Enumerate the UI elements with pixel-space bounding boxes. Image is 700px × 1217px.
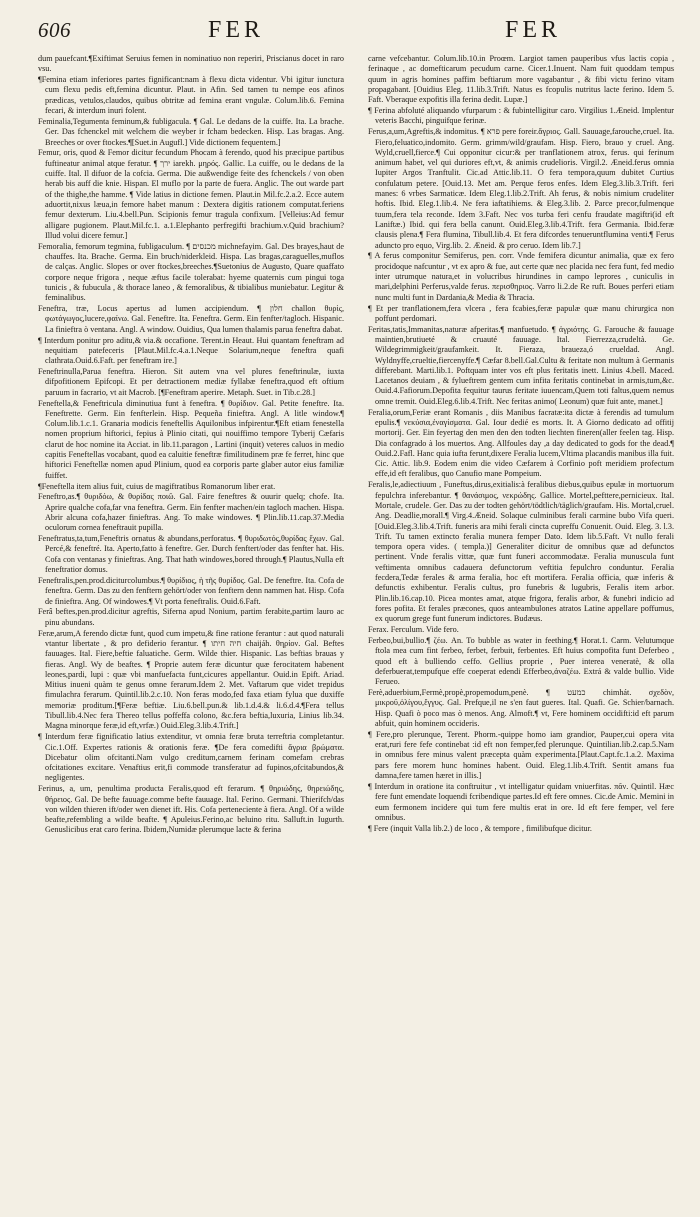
running-head-left: FER <box>208 17 265 43</box>
dictionary-entry: dum pauefcant.¶Exiftimat Seruius femen in nominatiuo non reperiri, Priscianus docet in raro vsu. <box>38 54 344 74</box>
dictionary-entry: Feneftra, træ, Locus apertus ad lumen accipiendum. ¶ חלון challon θυρὶς, φωτάγωγος,lucere,φαίνω. Gal. Feneftre. Ita. Feneftra. Germ. Ein fenfter/tagloch. Hispanic. La finieftra ò ventana. Angl. A window. Ouidius, Qua lumen thalamis parua feneftra dabat. <box>38 304 344 334</box>
dictionary-entry: carne vefcebantur. Colum.lib.10.in Proœm. Largiot tamen pauperibus vfus lactis copia , ferinaque , ac domefticarum pecudum carne. Cicer.1.Inuent. Nam fuit quoddam tempus quum in agris homines paffim beftiarum more vagabantur , & fibi victu ferino vitam propagabant. [Ouidius Eleg. 11.lib.3.Trift. Natus es fcopulis nutritus lacte ferino. Idem 5. Faft. Vberaque expofitis illa ferina dedit. Lupæ.] <box>368 54 674 105</box>
dictionary-entry: Ferinus, a, um, penultima producta Feralis,quod eft ferarum. ¶ θηριώδης, θηρειώδης, θήρειος. Gal. De befte fauuage.comme befte fauuage. Ital. Ferino. Germani. Thierifch/das von wilden thieren ift/oder wen dienet ift. His. Cofa perteneciente à fiera. Angl. Of a wilde beafte,refembling a wilde beafte. ¶ Apuleius.Ferino,ac beluino ritu. Salluft.in Iugurth. Genuslicibus erat caro ferina. Ibidem,Numidæ plerumque lacte & ferina <box>38 784 344 835</box>
dictionary-entry: Feminalia,Tegumenta feminum,& fubligacula. ¶ Gal. Le dedans de la cuiffe. Ita. La brache. Ger. Das fchenckel mit welchem die weyber ir fcham bedecken. Hisp. Las bragas. Ang. Breeches or over ftockes.¶[Suet.in Augufl.] Vide dictionem fequentem.] <box>38 116 344 147</box>
right-column <box>368 54 674 1204</box>
dictionary-entry: Feneftratus,ta,tum,Feneftris ornatus & abundans,perforatus. ¶ θυριδωτός,θυρίδας ἔχων. Gal. Percé,& feneftré. Ita. Aperto,fatto à feneftre. Ger. Durch fenftert/oder das fenfter hat. His. Cofa con ventanas y finieftras. Ang. That hath windowes,bored through.¶ Plautus,Nulla eft feneftratior domus. <box>38 534 344 575</box>
dictionary-entry: ¶ Interdum in oratione ita conftruitur , vt intelligatur quidam vniuerfitas. πᾶν. Quintil. Hæc fere funt emendate loquendi fcribendique partes.Id eft fere omnes. Cic.de Amic. Memini in eum fermonem incidere qui tum fere multis erat in ore. Id eft fere femper, vel fere omnibus. <box>368 781 674 822</box>
dictionary-entry: Feneftro,as.¶ θυριδόω, & θυρίδας ποιῶ. Gal. Faire feneftres & ouurir quelq; chofe. Ita. Aprire qualche cofa,far vna feneftra. Germ. Ein fenfter machen/ein tagloch machen. Hispa. Abrir alcuna cofa,hazer finieftras. Ang. To make windowes. ¶ Plin.lib.11.cap.37.Media oculorum cornea feneftrauit pupilla. <box>38 492 344 533</box>
page-header <box>0 0 700 54</box>
dictionary-entry: ¶ Ferina abfoluté aliquando vfurparum : & fubintelligitur caro. Virgilius 1.Æneid. Implentur veteris Bacchi, pinguifque ferinæ. <box>368 106 674 126</box>
dictionary-entry: Femoralia, femorum tegmina, fubligaculum. ¶ מכנסים michnefayim. Gal. Des brayes,haut de chauffes. Ita. Brache. Germa. Ein bruch/niderkleid. Hispa. Las bragas,caraguelles,muflos de calças. Anglic. Slopes or over ftockes,breeches.¶Suetonius de Augusto, Quare quaffato corpore neque frigora , neque æftus facile tolerabat: hyeme quaternis cum pingui toga tunicis , & fubucula , & thorace laneo , & femoralibus, & tibialibus muniebatur. Legitur & feminalibus. <box>38 241 344 303</box>
dictionary-entry: ¶Feneftella item alius fuit, cuius de magiftratibus Romanorum liber erat. <box>38 481 276 491</box>
dictionary-entry: ¶ A ferus componitur Semiferus, pen. corr. Vnde femifera dicuntur animalia, quæ ex fero procidoque nafcuntur , vt ex apro & fue, aut certe quæ nec placida nec fera funt, fed medio inter utrumque natura,et in volucribus hirundines in campo leprores , cuniculis in mari,delphini Perferus,valde ferus. περισθηριος. Varro li.2.de Re ruft. Boues perferi etiam nunc multi funt in Dardania,& Media & Thracia. <box>368 251 674 302</box>
dictionary-entry: ¶ Interdum ponitur pro aditu,& via.& occafione. Terent.in Heaut. Hui quantam feneftram ad nequitiam patefeceris [Plaut.Mil.fc.4.a.1.Neque Solarium,neque feneftra quafi clathrata.Ouid.6.Faft. per feneftram ire.] <box>38 335 344 366</box>
dictionary-entry: ¶ Interdum feræ fignificatio latius extenditur, vt omnia feræ bruta terreftria completantur. Cic.1.Off. Expertes rationis & orationis feræ. ¶De fera comedifti ἄγρια βρώματα. Dicebatur olim ofcitanti.Nam vulgo creditum,carnem ferinam comefam crebras ofcitationes excitare. Venaftius erit,fi commode transferatur ad fupinos,ofcitabundos,& negligentes. <box>38 732 344 783</box>
page-number: 606 <box>38 18 71 42</box>
dictionary-entry: Feneftrinulla,Parua feneftra. Hieron. Sit autem vna vel plures feneftrinulæ, iuxta difpofitionem Epifcopi. Et per detractionem mediæ fyllabæ feneftra,quod eft oftium paruum in facrario, vt ait Macrob. [¶Feneftram aperire. Metaph. Suet. in Tib.c.28.] <box>38 367 344 397</box>
dictionary-entry: Ferax. Ferculum. Vide fero. <box>368 625 459 635</box>
dictionary-entry: Femur, oris, quod & Femor dicitur fecundum Phocam à ferendo, quod his præcipue partibus fuftineatur animal atque feratur. ¶ ירך iarekh. μηρός. Gallic. La cuiffe, ou le dedans de la cuiffe. Ital. Il difuor de la cofcia. Germa. Die außwendige feite des fchenckels / von oben herab bis auff die knie. Hispan. El muflo por la parte de fuera. Anglic. The out warde part of the thighe,the hamme. ¶ Vide latius in dictione femen. Plaut.in Mil.fc.2.a.2. Ecce autem aduortit,nixus læua,in femore habet manum : Dextera digitis rationem computat.feriens femur dexterum. Liu.4.bell.Pun. Scipionis femur tragula confixum. [Velleius:Ad femur alligare pugionem. Plaut.Mil.fc.1. a.1.Elephanto perfregifti brachium.v.Quid brachium? Illud volui dicere femur.] <box>38 148 344 240</box>
dictionary-entry: Ferâ beftes,pen.prod.dicitur agreftis, Siferna apud Nonium, partim ferabite,partim lauro ac pinu abundans. <box>38 607 344 627</box>
dictionary-entry: Feneftella,& Feneftricula diminutiua funt à feneftra. ¶ θυρίδιον. Gal. Petite feneftre. Ita. Feneftrette. Germ. Ein fenfterlein. Hisp. Pequeña finieftra. Angl. A litle window.¶ Colum.lib.1.c.1. Granaria modicis feneftellis Aquilonibus infpirentur.¶Eft etiam fenestella nomen proprium hiftorici, fepius à Plinio citati, qui nouiffimo tempore Tyberij Cæfaris clarut de hoc nomine ita Acciat. in lib.11.paragon , Lartini (inquit) veteres caluos in medio capitis Feneftellas vocabant, quod ea caluitie feneftræ fimilitudinem præ fe ferret, hinc que hiftorici Feneftellæ nomen apud Plinium, quod ea corporis parte glaber autor eius familiæ fuiffet. <box>38 398 344 480</box>
left-column <box>38 54 344 1204</box>
dictionary-entry: ¶Femina etiam inferiores partes fignificant:nam à flexu dicta videntur. Vbi igitur iunctura cum flexu pedis eft,femina dicuntur. Plaut. in Afin. Sed tamen tu nempe eos afinos prædicas, vetulos,claudos, quibus obtritæ ad femina erant vngulæ. Colum.lib.6. Femina fecari, & interdum inuri folent. <box>38 75 344 116</box>
dictionary-entry: ¶ Fere (inquit Valla lib.2.) de loco , & tempore , fimilibufque dicitur. <box>368 823 592 833</box>
dictionary-entry: Ferè,aduerbium,Fermè,propè,propemodum,penè. ¶ כמעט chimhát. σχεδὸν, μικροῦ,ὀλίγου,ἔγγυς. Gal. Prefque,il ne s'en faut gueres. Ital. Quafi. Ge. Schier/barnach. Hisp. Quafi ò poco mas ò menos. Ang. Almoft.¶ vt, Fere hominem occidifti:id eft parum abfuit, quin hominem occideris. <box>368 688 674 728</box>
dictionary-entry: Feralis,le,adiectiuum , Funeftus,dirus,exitialis:à feralibus diebus,quibus epulæ in mortuorum fepulchra inferebantur. ¶ θανάσιμος, νεκρώδης. Gallice. Mortel,pefttere,pernicieux. Ital. Mortale, crudele. Ger. Das zu der todten gehört/tödtlich/täglich/graufam. His. Mortal,cruel. Ang. Deadlie,morall.¶ Virg.4.Æneid. Solaque culminibus ferali carmine bubo Vifa queri.[Ouid.Eleg.3.lib.4.Trift. funeris ara mihi ferali cincta cupreffu Conuenit. Ouid. Eleg. 3. l.3. Trift. Tu tamen extincto feralia munera femper Dato. Idem lib.5.Faft. Vt nullo ferali tempora opera vides. ( templa.)] Generaliter dicitur de omnibus quæ ad defunctos pertinent. Vnde feralis vittæ, quæ funt funeri accommodatæ. Feralia munuscula funt veftimenta omnibus cadauera defunctorum veftitia fepulchro conduntur. Feralia fecdera,Tedæ ferales & arma feralia, hoc eft mortifera. Feralia officia, quæ inferis & defunctis exhibentur. Feralis cultus, pro funebris & lugubris, Feralis item arbor. Plin.lib.16.cap.10. Picea montes amat, atque frigora, feralis arbor, & funebri indicio ad fores pofita. Et ferales præcones, quos anteambulones atratos Latine appellare poffumus, ex quorum grege funt funerum indictores. Budæus. <box>368 480 674 624</box>
dictionary-entry: Feritas,tatis,Immanitas,naturæ afperitas.¶ manfuetudo. ¶ ἀγριότης. G. Farouche & fauuage maintien,brutiueté & cruauté fauuage. Ital. Fierrezza,crudeltà. Ge. Wildegrimmigkeit/graufamkeit. It. Fieraza, braueza,ó crueldad. Angl. Wyldnyffe,crueltie,fiercenyffe.¶ Cæfar 8.bell.Gal.Cultu & feritate non multum à Germanis differebant. Marti.lib.1. Poftquam inter vos eft plus feritatis inett. Linius 4.bell. Maced. Lacetanos deuiam , & fylueftrem gentem cum infita feritatis continebat in armis,tum,&c. Ouid.4.Fafiorum.Depofita fequitur taurus feritate iuuencam,Quem toti faltus,quem nemus omne tremit. Ouid.Eleg.6.lib.4.Trift. Nec feritas animo( Leonum) quæ fuit ante, manet.] <box>368 324 674 406</box>
dictionary-entry: Feræ,arum,A ferendo dictæ funt, quod cum impetu,& fine ratione ferantur : aut quod naturali vtantur libertate , & pro defiderio ferantur. ¶ חיה חיתו chaijáh. θηρίον. Gal. Beftes fauuages. Ital. Fiere,beftie faluatiche. Germ. Wilde thier. Hispanic. Las beftias brauas y fieras. Angl. Wy de beaftes. ¶ Proprie autem feræ dicuntur quæ ferocitatem habenent leones,pardi, lupi : quæ vbi manfuefacta funt,cicures appellantur. Ouid.in Epift. Ariad. Mitius inueni quàm te genus omne ferarum.Idem 2. Met. Vaftarum que videt trepidus fimulachra ferarum. Quintil.lib.2.c.10. Non feras modo,fed faxa etiam fylua que duxiffe memoriæ proditum.[¶Feræ beftiæ. Liu.6.bell.pun.& lib.1.d.4.& li.6.d.4.¶Fera tellus Tibull.lib.4.Nec fera Thereo tellus poffeffa colono, &c.fera beftia,luxuria, Linius lib.34. Magna minorque feræ,id eft,vrfæ.) Ouid.Eleg.3.lib.4.Trift.] <box>38 628 344 731</box>
dictionary-entry: ¶ Et per tranflationem,fera vlcera , fera fcabies,feræ papulæ quæ manu chirurgica non poffunt perdomari. <box>368 303 674 323</box>
running-head-right: FER <box>505 17 562 43</box>
dictionary-entry: Feralia,orum,Feriæ erant Romanis , diis Manibus facratæ:ita dictæ à ferendis ad tumulum epulis.¶ νεκύσια,ἐναγίσματα. Gal. Iour dedié es morts. It. A Giorno dedicato ad offitij mortorij. Ger. Ein feyertag den men den den todten liechten fineren(aller feelen tag. Hisp. Dia confagrado à los muertos. Ang. Allfoules day ,a day dedicated to gods for the dead.¶ Ouid.2.Fafl. Hanc quia iufta ferunt,dixere Feralia lucem,Vltima placandis manibus illa fuit. Cic. Attic. lib.9. Eodem enim die video Cæfarem à Corfinio poft meridiem profectum effe,id eft feralibus, quo Canufio mane Pompeium. <box>368 407 674 479</box>
dictionary-entry: Ferbeo,bui,bullio.¶ ζέω. An. To bubble as water in feething.¶ Horat.1. Carm. Velutumque ftola mea cum fint ferbeo, ferbet, ferbuit, ferbentes. Eft huius compofita funt Deferbeo , quod eft à bulliendo ceffo. Gellius proprie , Puer interea veneratè, & olla deferbuerat,tempufque effe coeperat edendi Efferbeo,ἀναζέω. Extrá & valde bullio. Vide Ferueo. <box>368 635 674 687</box>
dictionary-entry: Ferus,a,um,Agreftis,& indomitus. ¶ פרא pere foreir.ἄγριος. Gall. Sauuage,farouche,cruel. Ita. Fiero,feluatico,indomito. Germ. grimm/wild/graufam. Hisp. Fiero, brauo y cruel. Ang. Wyld,cruell,fierce.¶ Cui opponitur cicur:& per tranflationem atrox, ferus. qui ferinum animum habet, vel qui duriores eft,vt, & animis crudelioris. Virgil.2. Æneid.ferus omnia Iupiter Argos Tranftulit. Cic.ad Attic.lib.11. O fera tempora,quum dubitet Curtius confulatum petere. [Ouid.13. Met am. Perque feros enfes. Idem Eleg.3.lib.3.Trift. feri manes: 6 vrbes Sarmaticæ. Idem Eleg.1.lib.2.Trift. Ah ferus, & nobis nimium crudeliter hoftis. Ibid. Eleg.1.lib.4. Ne fera iaftatihiems. & Eleg.3.lib. 2. Parce precor,fulmenque tuum,fera tela reconde. Idem 3.Faft. Nec vos turba feri cenfu fraudate magiftri(id eft Laniftæ.) Ibid. qui fera bella canunt. Ouid.Eleg.3.lib.4.Trift. fera Germania. Ibid.feræ clausis plena.¶ Fera flumina, Tibull.lib.4. Et fera difcordes tenueruntflumina venti.¶ Ferus aduncto pro equo, Virg.lib. 2. Æneid. & pro ceruo. Idem lib.7.] <box>368 127 674 250</box>
dictionary-entry: Feneftralis,pen.prod.diciturcolumbus.¶ θυρίδιος, ἡ τῆς θυρίδος. Gal. De feneftre. Ita. Cofa de feneftra. Germ. Das zu den fenftern gehört/oder von fenftern denn nammen hat. Hisp. Cofa de finieftra. Ang. Of windowes.¶ Vt porta feneftralis. Ouid.6.Faft. <box>38 575 344 606</box>
dictionary-entry: ¶ Fere,pro plerunque, Terent. Phorm.-quippe homo iam grandior, Pauper,cui opera vita erat,ruri fere fefe continebat :id eft non femper,fed plerunque. Quintilian.lib.2.cap.5.Nam in omnibus fere minus valent præcepta quàm experimenta.[Plaut.Capt.fc.1.a.2. Maxima pars fere morem hunc homines habent. Ouid. Eleg.1.lib.4.Trift. Sentit amans fua damna,fere tamen hæret in illis.] <box>368 729 674 781</box>
